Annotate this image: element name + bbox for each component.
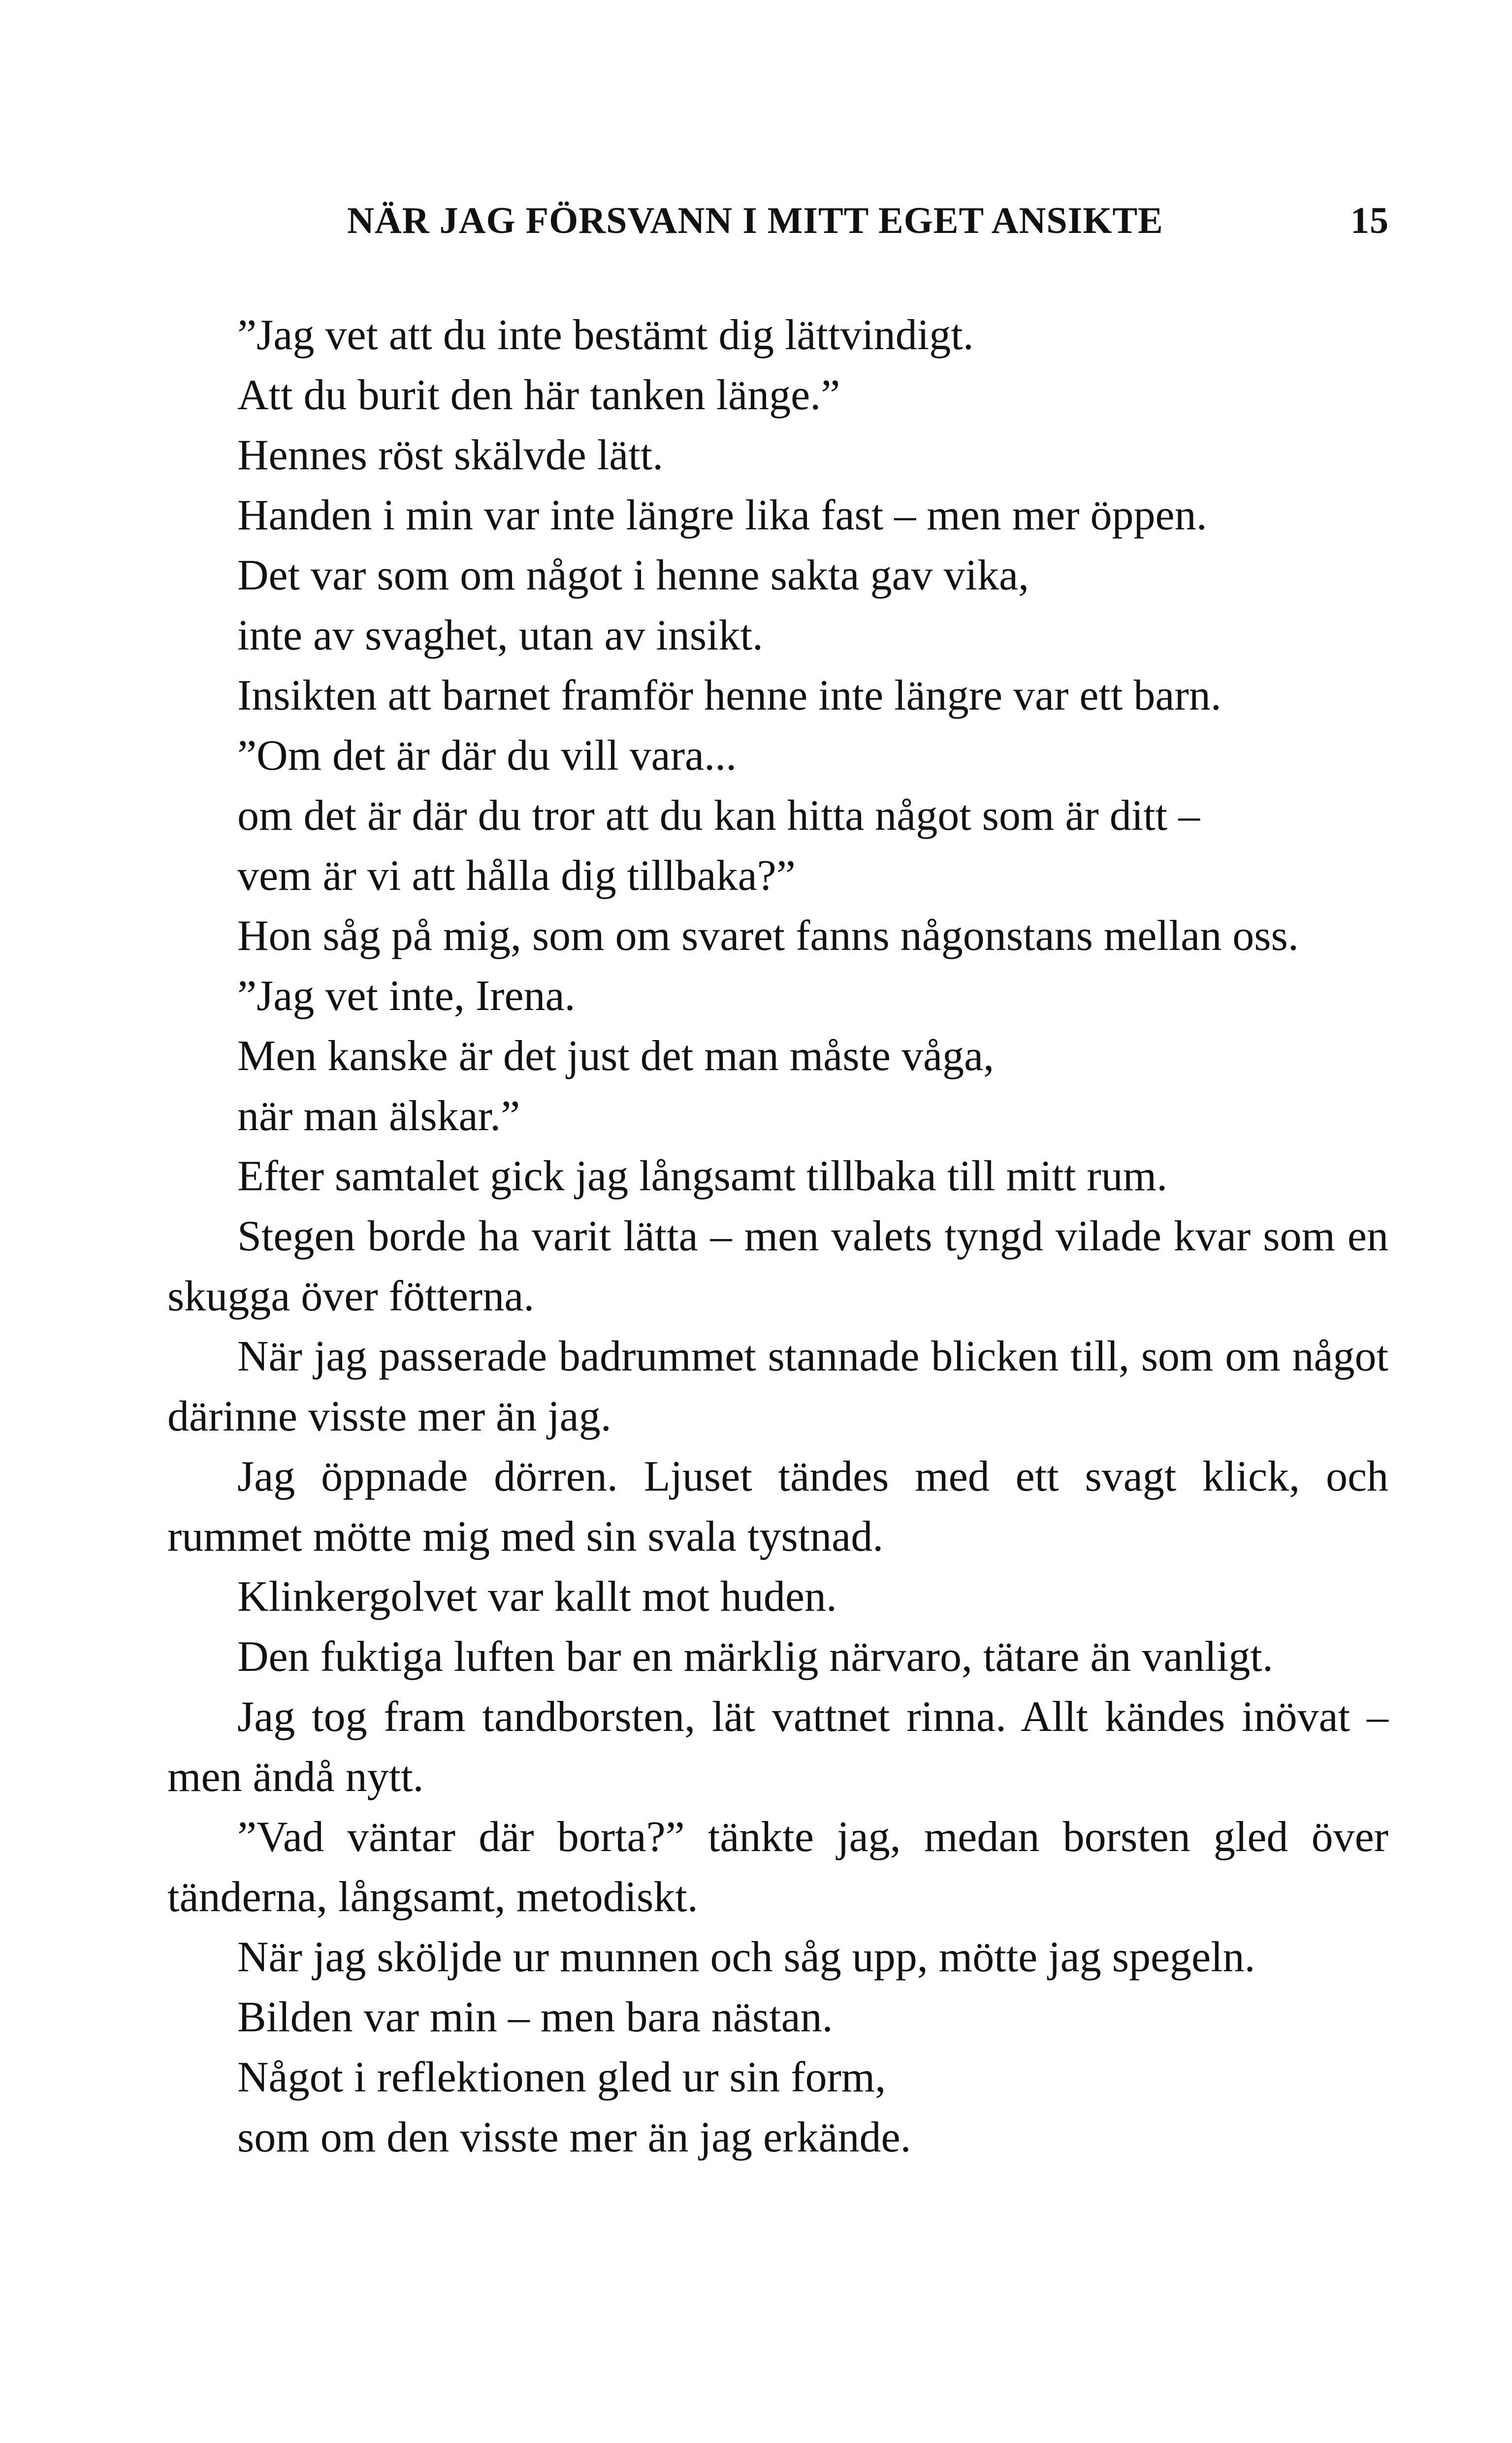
paragraph: inte av svaghet, utan av insikt.	[237, 612, 763, 659]
paragraph: Stegen borde ha varit lätta – men valets tyngd vilade kvar som en skugga över fötterna.	[167, 1212, 1388, 1320]
paragraph: Att du burit den här tanken länge.”	[237, 371, 840, 419]
paragraph: Efter samtalet gick jag långsamt tillbaka till mitt rum.	[237, 1152, 1168, 1200]
running-head	[167, 196, 1389, 245]
running-head-title: NÄR JAG FÖRSVANN I MITT EGET ANSIKTE	[347, 200, 1163, 241]
paragraph: vem är vi att hålla dig tillbaka?”	[237, 852, 796, 900]
paragraph: Bilden var min – men bara nästan.	[237, 1993, 833, 2041]
paragraph: när man älskar.”	[237, 1092, 520, 1140]
paragraph: ”Vad väntar där borta?” tänkte jag, medan borsten gled över tänderna, långsamt, metodiskt.	[167, 1813, 1388, 1921]
paragraph: om det är där du tror att du kan hitta något som är ditt –	[237, 792, 1200, 840]
paragraph: Den fuktiga luften bar en märklig närvaro, tätare än vanligt.	[237, 1633, 1273, 1681]
paragraph: Hennes röst skälvde lätt.	[237, 431, 664, 479]
body-text	[167, 305, 1388, 2168]
paragraph: Jag tog fram tandborsten, lät vattnet rinna. Allt kändes inövat – men ändå nytt.	[167, 1693, 1388, 1801]
paragraph: ”Jag vet att du inte bestämt dig lättvindigt.	[237, 311, 974, 359]
paragraph: Handen i min var inte längre lika fast – men mer öppen.	[237, 491, 1207, 539]
paragraph: När jag sköljde ur munnen och såg upp, mötte jag spegeln.	[237, 1933, 1255, 1981]
page-number: 15	[1351, 200, 1389, 241]
paragraph: Klinkergolvet var kallt mot huden.	[237, 1573, 837, 1621]
paragraph: Men kanske är det just det man måste våga,	[237, 1032, 995, 1080]
paragraph: ”Om det är där du vill vara...	[237, 732, 737, 780]
paragraph: Insikten att barnet framför henne inte längre var ett barn.	[237, 672, 1222, 719]
paragraph: Något i reflektionen gled ur sin form,	[237, 2053, 886, 2101]
paragraph: När jag passerade badrummet stannade blicken till, som om något därinne visste mer än jag.	[167, 1333, 1388, 1440]
paragraph: ”Jag vet inte, Irena.	[237, 972, 576, 1020]
paragraph: Det var som om något i henne sakta gav vika,	[237, 552, 1029, 599]
paragraph: Jag öppnade dörren. Ljuset tändes med ett svagt klick, och rummet mötte mig med sin svala tystnad.	[167, 1453, 1388, 1561]
paragraph: Hon såg på mig, som om svaret fanns någonstans mellan oss.	[237, 912, 1299, 960]
paragraph: som om den visste mer än jag erkände.	[237, 2114, 911, 2161]
